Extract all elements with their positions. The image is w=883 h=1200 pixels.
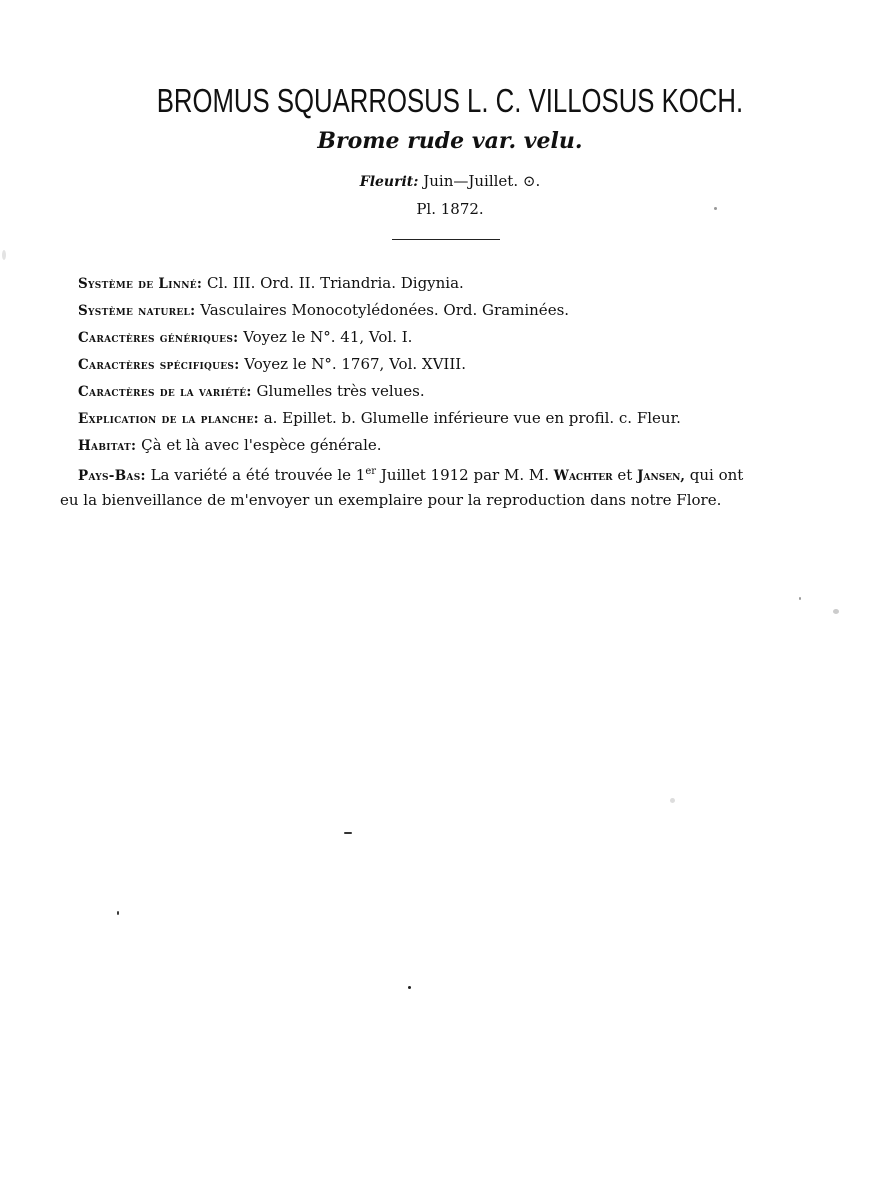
scan-speck: [2, 250, 6, 260]
scan-speck: [714, 207, 717, 210]
entry-text: Voyez le N°. 41, Vol. I.: [243, 328, 413, 346]
scan-speck: [670, 798, 675, 803]
pays-bas-continuation: eu la bienveillance de m'envoyer un exemplaire pour la reproduction dans notre Flore.: [60, 491, 722, 509]
species-title: [0, 82, 883, 126]
entry-text: Çà et là avec l'espèce générale.: [141, 436, 382, 454]
scan-speck: [344, 832, 352, 834]
entry-label: Système naturel:: [78, 303, 196, 319]
pays-bas-text-c: et: [617, 466, 633, 484]
common-name-subtitle: Brome rude var. velu.: [317, 128, 583, 154]
collector-name-jansen: Jansen,: [637, 468, 685, 484]
annual-symbol: ⊙.: [522, 172, 541, 190]
entry-label: Caractères de la variété:: [78, 384, 252, 400]
entry-text: a. Epillet. b. Glumelle inférieure vue en profil. c. Fleur.: [263, 409, 681, 427]
entry-pays-bas: [60, 459, 850, 489]
species-title-text: BROMUS SQUARROSUS L. C. VILLOSUS KOCH.: [156, 82, 744, 119]
entry-label: Caractères génériques:: [78, 330, 239, 346]
entry-text: Vasculaires Monocotylédonées. Ord. Graminées.: [200, 301, 570, 319]
flowering-value: Juin—Juillet.: [423, 172, 519, 190]
entry-text: Voyez le N°. 1767, Vol. XVIII.: [244, 355, 466, 373]
scan-speck: [833, 609, 839, 614]
entry-explication-planche: [60, 405, 850, 432]
pays-bas-text-a: La variété a été trouvée le 1: [150, 466, 366, 484]
flowering-line: [0, 172, 883, 190]
flowering-label: Fleurit:: [359, 174, 419, 190]
scan-speck: [408, 986, 411, 989]
plate-number: Pl. 1872.: [416, 200, 484, 218]
entry-habitat: [60, 432, 850, 459]
entry-systeme-naturel: [60, 297, 850, 324]
divider-rule: [392, 239, 500, 240]
entry-label: Pays-Bas:: [78, 468, 146, 484]
entry-text: Glumelles très velues.: [256, 382, 425, 400]
superscript-er: er: [365, 466, 377, 477]
entry-text: Cl. III. Ord. II. Triandria. Digynia.: [207, 274, 464, 292]
description-entries: [60, 270, 850, 511]
entry-label: Système de Linné:: [78, 276, 203, 292]
entry-caracteres-variete: [60, 378, 850, 405]
entry-linne: [60, 270, 850, 297]
collector-name-wachter: Wachter: [553, 468, 613, 484]
entry-label: Caractères spécifiques:: [78, 357, 240, 373]
entry-caracteres-specifiques: [60, 351, 850, 378]
entry-label: Explication de la planche:: [78, 411, 259, 427]
pays-bas-text-b: Juillet 1912 par M. M.: [380, 466, 549, 484]
scan-speck: [117, 911, 119, 915]
entry-caracteres-generiques: [60, 324, 850, 351]
entry-label: Habitat:: [78, 438, 137, 454]
pays-bas-text-d: qui ont: [689, 466, 744, 484]
scan-speck: [799, 597, 801, 600]
